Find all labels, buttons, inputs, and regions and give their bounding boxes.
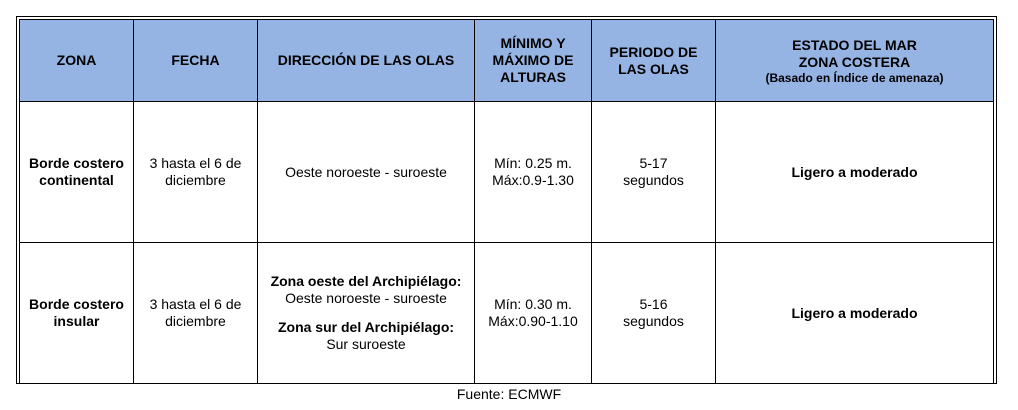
periodo-cell <box>592 102 716 243</box>
direccion-zone-heading: Zona sur del Archipiélago: <box>277 319 455 335</box>
zona-cell <box>20 102 134 243</box>
maximo-value: Máx:0.90-1.10 <box>488 313 578 329</box>
periodo-cell <box>592 243 716 384</box>
minimo-value: Mín: 0.25 m. <box>494 155 572 171</box>
header-estado-line: ESTADO DEL MAR <box>792 36 917 53</box>
fecha-line: diciembre <box>165 172 226 188</box>
source-caption: Fuente: ECMWF <box>456 386 562 402</box>
maximo-value: Máx:0.9-1.30 <box>492 172 574 188</box>
direccion-zone-heading: Zona oeste del Archipiélago: <box>270 273 462 289</box>
direccion-text: Sur suroeste <box>326 336 406 352</box>
fecha-line: 3 hasta el 6 de <box>149 296 242 312</box>
fecha-line: diciembre <box>165 313 226 329</box>
direccion-cell <box>258 102 475 243</box>
header-periodo <box>592 20 716 102</box>
header-estado-note: (Basado en Índice de amenaza) <box>765 70 944 85</box>
direccion-spacer <box>264 307 468 319</box>
periodo-value: 5-16 <box>639 296 668 312</box>
header-zona: ZONA <box>20 20 134 102</box>
periodo-unit: segundos <box>623 172 684 188</box>
zona-line: Borde costero <box>29 155 124 171</box>
header-minmax-line: MÍNIMO Y <box>500 35 566 51</box>
estado-cell: Ligero a moderado <box>716 243 994 384</box>
header-estado-line: ZONA COSTERA <box>798 53 911 70</box>
direccion-text: Oeste noroeste - suroeste <box>285 290 447 306</box>
zona-line: insular <box>53 313 100 329</box>
estado-cell: Ligero a moderado <box>716 102 994 243</box>
periodo-value: 5-17 <box>639 155 668 171</box>
table-row <box>20 243 994 384</box>
table-row <box>20 102 994 243</box>
zona-line: continental <box>39 172 114 188</box>
fecha-cell <box>134 102 258 243</box>
header-direccion: DIRECCIÓN DE LAS OLAS <box>258 20 475 102</box>
zona-cell <box>20 243 134 384</box>
header-minmax-line: ALTURAS <box>500 69 566 85</box>
fecha-cell <box>134 243 258 384</box>
header-estado <box>716 20 994 102</box>
zona-line: Borde costero <box>29 296 124 312</box>
table-frame <box>16 16 997 384</box>
header-periodo-line: LAS OLAS <box>618 60 689 77</box>
header-minimo-maximo <box>475 20 592 102</box>
header-periodo-line: PERIODO DE <box>609 43 698 60</box>
minmax-cell <box>475 243 592 384</box>
minimo-value: Mín: 0.30 m. <box>494 296 572 312</box>
minmax-cell <box>475 102 592 243</box>
header-fecha: FECHA <box>134 20 258 102</box>
header-row <box>20 20 994 102</box>
header-minmax-line: MÁXIMO DE <box>492 52 574 68</box>
direccion-text: Oeste noroeste - suroeste <box>285 163 447 180</box>
periodo-unit: segundos <box>623 313 684 329</box>
wave-forecast-table <box>19 19 994 384</box>
fecha-line: 3 hasta el 6 de <box>149 155 242 171</box>
direccion-cell <box>258 243 475 384</box>
